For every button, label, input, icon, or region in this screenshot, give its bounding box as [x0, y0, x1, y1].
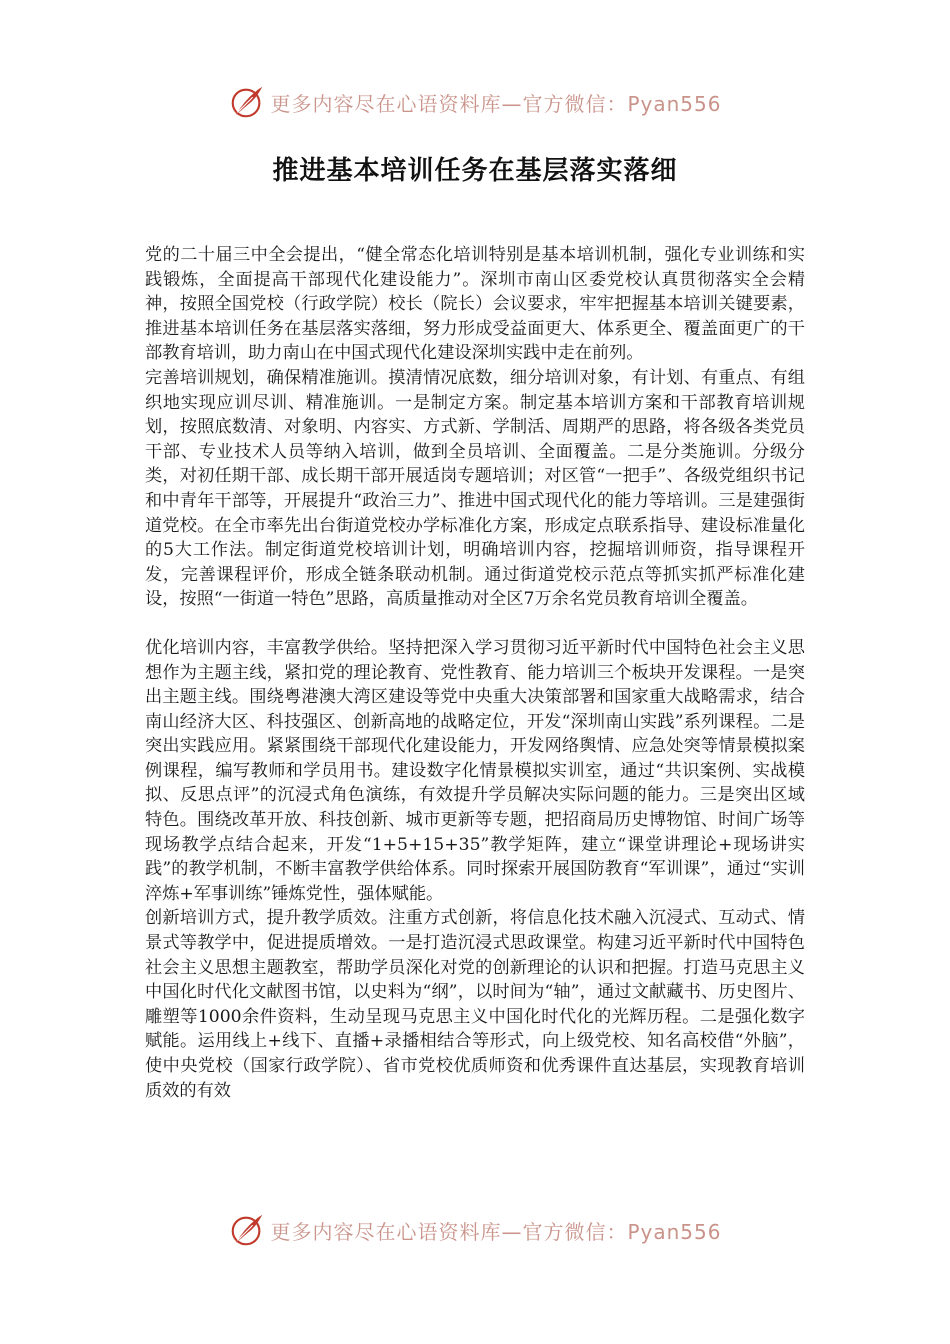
quill-logo-icon — [228, 1211, 266, 1249]
paragraph-planning: 完善培训规划，确保精准施训。摸清情况底数，细分培训对象，有计划、有重点、有组织地实现应训尽训、精准施训。一是制定方案。制定基本培训方案和干部教育培训规划，按照底数清、对象明、内容实、方式新、学制活、周期严的思路，将各级各类党员干部、专业技术人员等纳入培训，做到全员培训、全面覆盖。二是分类施训。分级分类，对初任期干部、成长期干部开展适岗专题培训；对区管“一把手”、各级党组织书记和中青年干部等，开展提升“政治三力”、推进中国式现代化的能力等培训。三是建强街道党校。在全市率先出台街道党校办学标准化方案，形成定点联系指导、建设标准量化的5大工作法。制定街道党校培训计划，明确培训内容，挖掘培训师资，指导课程开发，完善课程评价，形成全链条联动机制。通过街道党校示范点等抓实抓严标准化建设，按照“一街道一特色”思路，高质量推动对全区7万余名党员教育培训全覆盖。 — [145, 367, 805, 610]
quill-logo-icon — [228, 83, 266, 121]
paragraph-content: 优化培训内容，丰富教学供给。坚持把深入学习贯彻习近平新时代中国特色社会主义思想作为主题主线，紧扣党的理论教育、党性教育、能力培训三个板块开发课程。一是突出主题主线。围绕粤港澳大湾区建设等党中央重大决策部署和国家重大战略需求，结合南山经济大区、科技强区、创新高地的战略定位，开发“深圳南山实践”系列课程。二是突出实践应用。紧紧围绕干部现代化建设能力，开发网络舆情、应急处突等情景模拟案例课程，编写教师和学员用书。建设数字化情景模拟实训室，通过“共识案例、实战模拟、反思点评”的沉浸式角色演练，有效提升学员解决实际问题的能力。三是突出区域特色。围绕改革开放、科技创新、城市更新等专题，把招商局历史博物馆、时间广场等现场教学点结合起来，开发“1+5+15+35”教学矩阵，建立“课堂讲理论+现场讲实践”的教学机制，不断丰富教学供给体系。同时探索开展国防教育“军训课”，通过“实训淬炼+军事训练”锤炼党性，强体赋能。 — [145, 637, 805, 904]
paragraph-intro: 党的二十届三中全会提出，“健全常态化培训特别是基本培训机制，强化专业训练和实践锻炼，全面提高干部现代化建设能力”。深圳市南山区委党校认真贯彻落实全会精神，按照全国党校（行政学院）校长（院长）会议要求，牢牢把握基本培训关键要素，推进基本培训任务在基层落实落细，努力形成受益面更大、体系更全、覆盖面更广的干部教育培训，助力南山在中国式现代化建设深圳实践中走在前列。 — [145, 245, 805, 364]
footer-watermark-text: 更多内容尽在心语资料库—官方微信：Pyan556 — [270, 1219, 722, 1244]
paragraph-methods: 创新培训方式，提升教学质效。注重方式创新，将信息化技术融入沉浸式、互动式、情景式等教学中，促进提质增效。一是打造沉浸式思政课堂。构建习近平新时代中国特色社会主义思想主题教室，帮助学员深化对党的创新理论的认识和把握。打造马克思主义中国化时代化文献图书馆，以史料为“纲”，以时间为“轴”，通过文献藏书、历史图片、雕塑等1000余件资料，生动呈现马克思主义中国化时代化的光辉历程。二是强化数字赋能。运用线上+线下、直播+录播相结合等形式，向上级党校、知名高校借“外脑”，使中央党校（国家行政学院）、省市党校优质师资和优秀课件直达基层，实现教育培训质效的有效 — [145, 908, 805, 1101]
header-watermark — [0, 82, 950, 122]
document-body — [145, 243, 805, 1103]
header-watermark-text: 更多内容尽在心语资料库—官方微信：Pyan556 — [270, 91, 722, 116]
document-title: 推进基本培训任务在基层落实落细 — [272, 156, 678, 186]
footer-watermark — [0, 1210, 950, 1250]
